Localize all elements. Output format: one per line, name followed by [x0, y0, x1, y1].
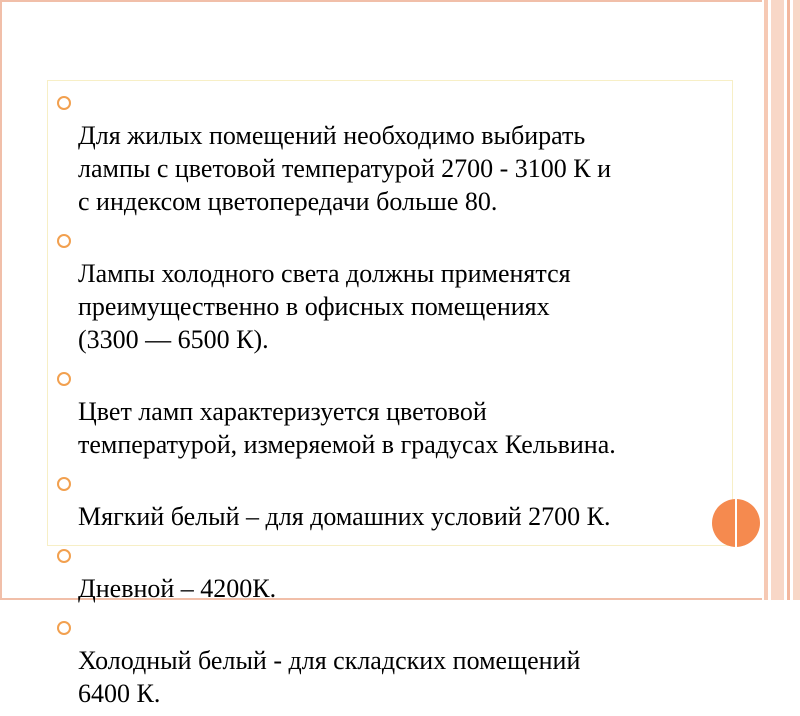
bullet-text: Холодный белый - для складских помещений 6400 К. — [78, 646, 581, 708]
circle-bullet-icon — [57, 234, 71, 248]
decorative-stripe — [787, 0, 790, 600]
list-item — [56, 86, 736, 218]
circle-bullet-icon — [57, 621, 71, 635]
list-item — [56, 362, 736, 461]
circle-bullet-icon — [57, 372, 71, 386]
circle-bullet-icon — [57, 477, 71, 491]
decorative-stripe — [764, 0, 768, 600]
bullet-text: Мягкий белый – для домашних условий 2700 К. — [78, 502, 611, 531]
circle-bullet-icon — [57, 549, 71, 563]
circle-bullet-icon — [57, 96, 71, 110]
bullet-text: Лампы холодного света должны применятся преимущественно в офисных помещениях (3300 — 6500 К). — [78, 259, 571, 354]
list-item — [56, 539, 736, 605]
bullet-list — [56, 86, 736, 716]
bullet-text: Цвет ламп характеризуется цветовой температурой, измеряемой в градусах Кельвина. — [78, 397, 616, 459]
list-item — [56, 224, 736, 356]
ornament-divider — [735, 499, 737, 547]
list-item — [56, 467, 736, 533]
list-item — [56, 611, 736, 710]
decorative-stripe — [771, 0, 784, 600]
bullet-text: Дневной – 4200К. — [78, 574, 277, 603]
decorative-stripe — [793, 0, 800, 600]
frame-left-border — [0, 0, 2, 600]
bullet-text: Для жилых помещений необходимо выбирать лампы с цветовой температурой 2700 - 3100 К и с индексом цветопередачи больше 80. — [78, 121, 612, 216]
frame-top-border — [0, 0, 762, 2]
circle-ornament-icon — [712, 499, 760, 547]
